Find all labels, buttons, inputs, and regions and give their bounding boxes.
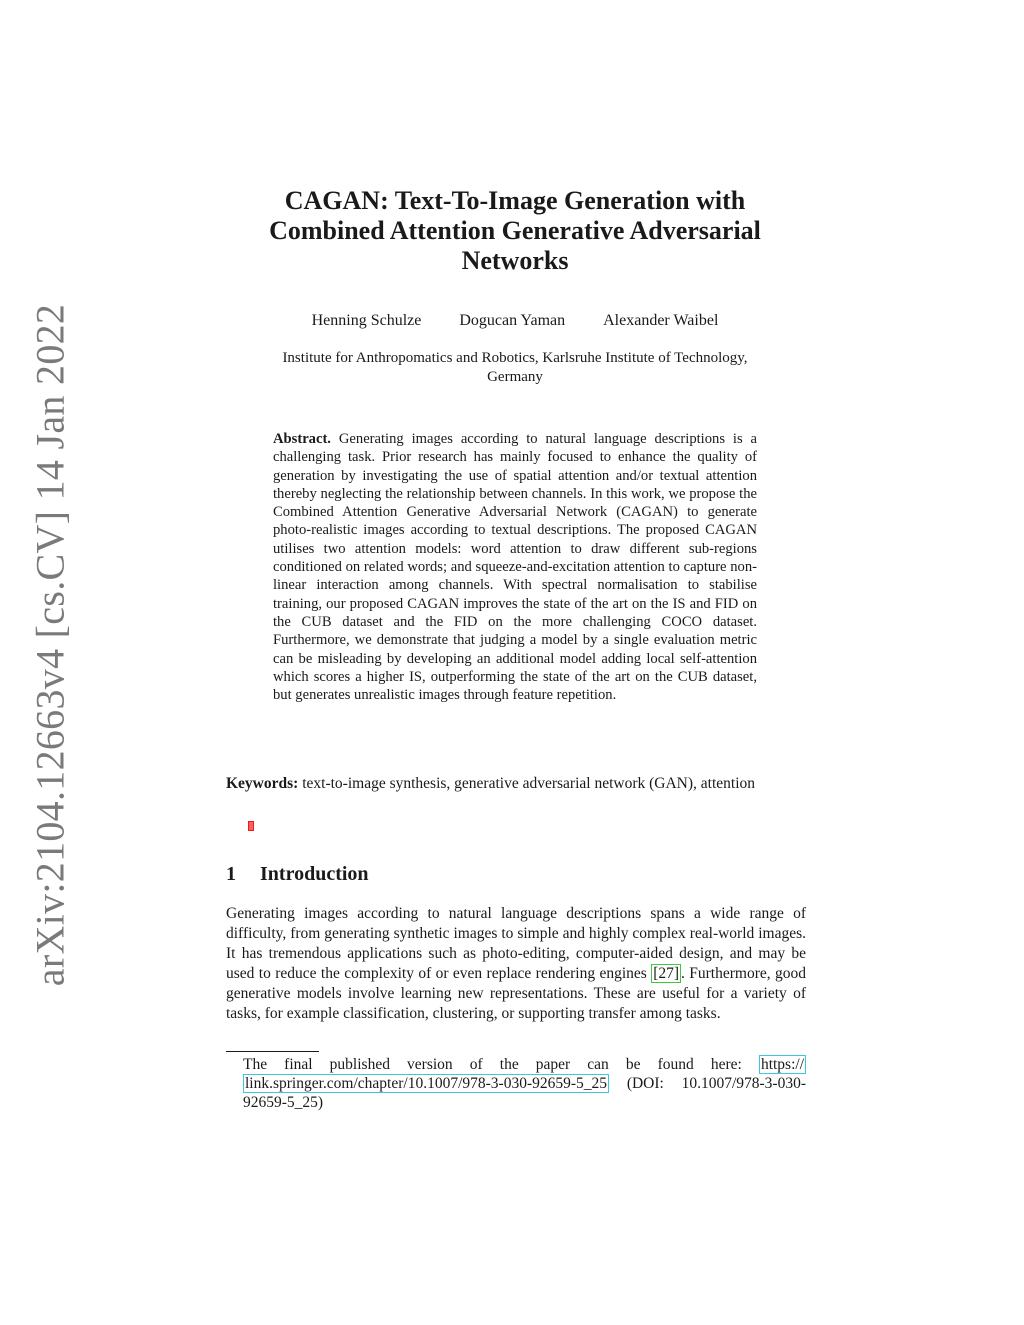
title-line: CAGAN: Text-To-Image Generation with bbox=[284, 186, 746, 215]
footnote-line bbox=[226, 1074, 806, 1112]
footnote bbox=[226, 1055, 806, 1112]
arxiv-identifier: arXiv:2104.12663v4 [cs.CV] 14 Jan 2022 bbox=[27, 303, 73, 987]
title-line: Combined Attention Generative Adversarial bbox=[269, 216, 761, 245]
keywords bbox=[226, 774, 806, 794]
keywords-label: Keywords: bbox=[226, 775, 299, 792]
affiliation-line: Institute for Anthropomatics and Robotics, Karlsruhe Institute of Technology, bbox=[282, 350, 748, 366]
footnote-link[interactable]: https:// bbox=[760, 1056, 805, 1073]
keywords-text: text-to-image synthesis, generative adversarial network (GAN), attention bbox=[302, 775, 755, 792]
author-name: Henning Schulze bbox=[311, 312, 422, 329]
intro-text: . Furthermore, good generative models involve learning new representations. These are useful for a variety of tasks, for example classification, clustering, or supporting transfer among tasks. bbox=[226, 965, 807, 1022]
section-number: 1 bbox=[226, 863, 236, 885]
introduction-paragraph bbox=[226, 904, 806, 1024]
abstract-label: Abstract. bbox=[273, 431, 331, 447]
title-line: Networks bbox=[461, 246, 569, 275]
footnote-doi: (DOI: 10.1007/978-3-030-92659-5_25) bbox=[243, 1075, 807, 1111]
footnote-rule bbox=[226, 1051, 319, 1052]
affiliation bbox=[215, 349, 815, 387]
intro-text: Generating images according to natural language descriptions spans a wide range of difficulty, from generating synthetic images to simple and highly complex real-world images. It has tremendous applications such as photo-editing, computer-aided design, and may be used to reduce the complexity of or even replace rendering engines bbox=[226, 905, 806, 982]
footnote-anchor-marker[interactable] bbox=[248, 821, 254, 831]
section-heading bbox=[226, 861, 806, 887]
footnote-text: The final published version of the paper can be found here: bbox=[243, 1056, 742, 1073]
abstract-text: Generating images according to natural language descriptions is a challenging task. Prior research has mainly focused to enhance the quality of generation by investigating the use of spatial attention and/or textual attention thereby neglecting the relationship between channels. In this work, we propose the Combined Attention Generative Adversarial Network (CAGAN) to generate photo-realistic images according to textual descriptions. The proposed CAGAN utilises two attention models: word attention to draw different sub-regions conditioned on related words; and squeeze-and-excitation attention to capture non-linear interaction among channels. With spectral normalisation to stabilise training, our proposed CAGAN improves the state of the art on the IS and FID on the CUB dataset and the FID on the more challenging COCO dataset. Furthermore, we demonstrate that judging a model by a single evaluation metric can be misleading by developing an additional model adding local self-attention which scores a higher IS, outperforming the state of the art on the CUB dataset, but generates unrealistic images through feature repetition. bbox=[273, 431, 758, 704]
abstract bbox=[273, 430, 757, 704]
footnote-link[interactable]: link.springer.com/chapter/10.1007/978-3-030-92659-5_25 bbox=[245, 1075, 608, 1092]
section-title: Introduction bbox=[260, 863, 369, 885]
author-name: Dogucan Yaman bbox=[459, 312, 566, 329]
author-list bbox=[215, 312, 815, 330]
footnote-line bbox=[226, 1055, 806, 1074]
citation-link[interactable]: [27] bbox=[653, 965, 680, 982]
affiliation-line: Germany bbox=[487, 369, 543, 385]
author-name: Alexander Waibel bbox=[603, 312, 719, 329]
paper-title bbox=[215, 186, 815, 276]
